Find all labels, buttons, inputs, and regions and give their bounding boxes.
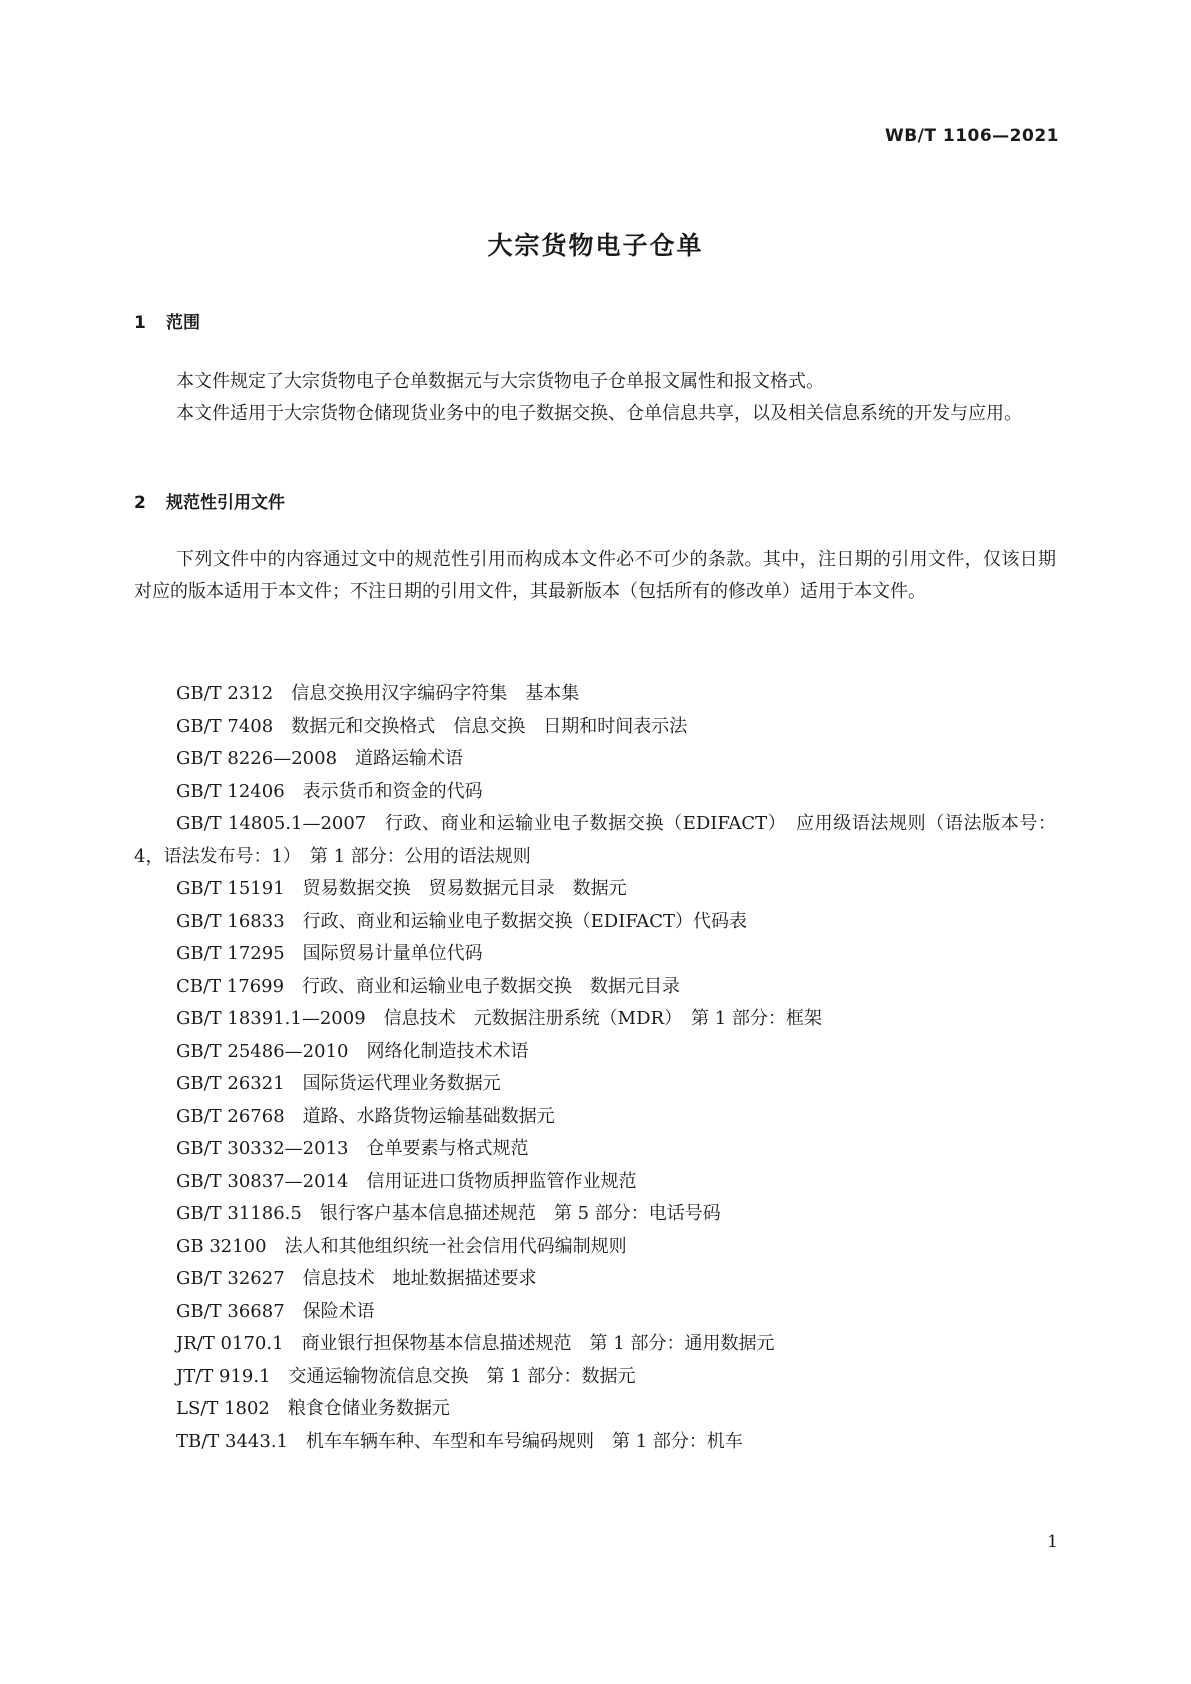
reference-item [134,1101,1056,1134]
reference-title: 数据元和交换格式 信息交换 日期和时间表示法 [291,715,688,737]
reference-item [134,776,1056,809]
reference-title: 道路、水路货物运输基础数据元 [302,1105,555,1127]
reference-code: GB/T 26768 [176,1105,285,1127]
reference-title: 道路运输术语 [355,748,464,769]
references-intro: 下列文件中的内容通过文中的规范性引用而构成本文件必不可少的条款。其中，注日期的引用文件，仅该日期对应的版本适用于本文件；不注日期的引用文件，其最新版本（包括所有的修改单）适用于本文件。 [134,549,1056,602]
reference-title: 行政、商业和运输业电子数据交换（EDIFACT） 应用级语法规则（语法版本号：4，语法发布号：1） 第 1 部分：公用的语法规则 [134,813,1056,867]
reference-title: 信息交换用汉字编码字符集 基本集 [291,683,580,704]
reference-item [134,1068,1056,1101]
reference-item [134,873,1056,906]
reference-code: CB/T 17699 [176,975,285,997]
reference-item [134,1133,1056,1166]
reference-title: 行政、商业和运输业电子数据交换（EDIFACT）代码表 [302,910,748,932]
reference-item [134,1198,1056,1231]
section-1-heading [134,308,200,333]
section-2-heading [134,488,285,513]
reference-code: GB/T 17295 [176,943,285,964]
reference-code: GB/T 14805.1—2007 [176,813,367,834]
reference-item [134,808,1056,873]
reference-code: JR/T 0170.1 [176,1333,284,1354]
section-1-title: 范围 [166,313,200,333]
reference-item [134,1231,1056,1264]
reference-code: GB/T 2312 [176,683,274,704]
reference-code: GB/T 16833 [176,910,285,932]
scope-paragraph-2: 本文件适用于大宗货物仓储现货业务中的电子数据交换、仓单信息共享，以及相关信息系统的开发与应用。 [176,403,1022,424]
reference-item [134,906,1056,939]
reference-code: TB/T 3443.1 [176,1430,289,1452]
section-2-title: 规范性引用文件 [166,493,285,513]
reference-code: LS/T 1802 [176,1398,270,1419]
reference-code: GB/T 36687 [176,1300,285,1322]
reference-item [134,1393,1056,1426]
reference-title: 信息技术 地址数据描述要求 [302,1268,537,1289]
reference-title: 保险术语 [302,1300,375,1322]
reference-code: GB/T 30837—2014 [176,1170,349,1192]
reference-item [134,678,1056,711]
reference-title: 信息技术 元数据注册系统（MDR） 第 1 部分：框架 [383,1008,822,1029]
reference-code: GB/T 7408 [176,715,274,737]
reference-item [134,1328,1056,1361]
reference-code: GB/T 25486—2010 [176,1040,349,1062]
reference-code: GB 32100 [176,1235,267,1257]
reference-code: GB/T 18391.1—2009 [176,1008,366,1029]
reference-title: 机车车辆车种、车型和车号编码规则 第 1 部分：机车 [306,1430,743,1452]
reference-title: 贸易数据交换 贸易数据元目录 数据元 [302,878,627,899]
reference-title: 表示货币和资金的代码 [302,780,483,802]
reference-item [134,938,1056,971]
reference-code: GB/T 30332—2013 [176,1138,349,1159]
page-number: 1 [1047,1532,1058,1552]
reference-list [134,678,1056,1458]
section-2-number: 2 [134,493,146,513]
reference-title: 法人和其他组织统一社会信用代码编制规则 [284,1235,627,1257]
reference-code: GB/T 32627 [176,1268,285,1289]
standard-code: WB/T 1106—2021 [884,126,1059,146]
document-title: 大宗货物电子仓单 [487,231,704,260]
reference-item [134,743,1056,776]
reference-item [134,1166,1056,1199]
reference-code: GB/T 15191 [176,878,285,899]
reference-item [134,1426,1056,1459]
reference-title: 国际货运代理业务数据元 [302,1073,501,1094]
reference-title: 网络化制造技术术语 [366,1040,529,1062]
reference-title: 交通运输物流信息交换 第 1 部分：数据元 [288,1365,636,1387]
reference-title: 银行客户基本信息描述规范 第 5 部分：电话号码 [319,1203,721,1224]
reference-code: JT/T 919.1 [176,1365,271,1387]
reference-code: GB/T 26321 [176,1073,285,1094]
reference-title: 国际贸易计量单位代码 [302,943,483,964]
scope-paragraph-1: 本文件规定了大宗货物电子仓单数据元与大宗货物电子仓单报文属性和报文格式。 [176,371,824,392]
reference-item [134,971,1056,1004]
reference-item [134,1296,1056,1329]
reference-item [134,1036,1056,1069]
section-1-number: 1 [134,313,146,333]
reference-title: 信用证进口货物质押监管作业规范 [366,1170,637,1192]
reference-code: GB/T 8226—2008 [176,748,338,769]
reference-title: 行政、商业和运输业电子数据交换 数据元目录 [302,975,681,997]
reference-title: 粮食仓储业务数据元 [287,1398,450,1419]
reference-code: GB/T 31186.5 [176,1203,302,1224]
reference-title: 仓单要素与格式规范 [366,1138,529,1159]
reference-item [134,1361,1056,1394]
reference-item [134,1263,1056,1296]
reference-item [134,711,1056,744]
reference-item [134,1003,1056,1036]
reference-code: GB/T 12406 [176,780,285,802]
reference-title: 商业银行担保物基本信息描述规范 第 1 部分：通用数据元 [301,1333,775,1354]
